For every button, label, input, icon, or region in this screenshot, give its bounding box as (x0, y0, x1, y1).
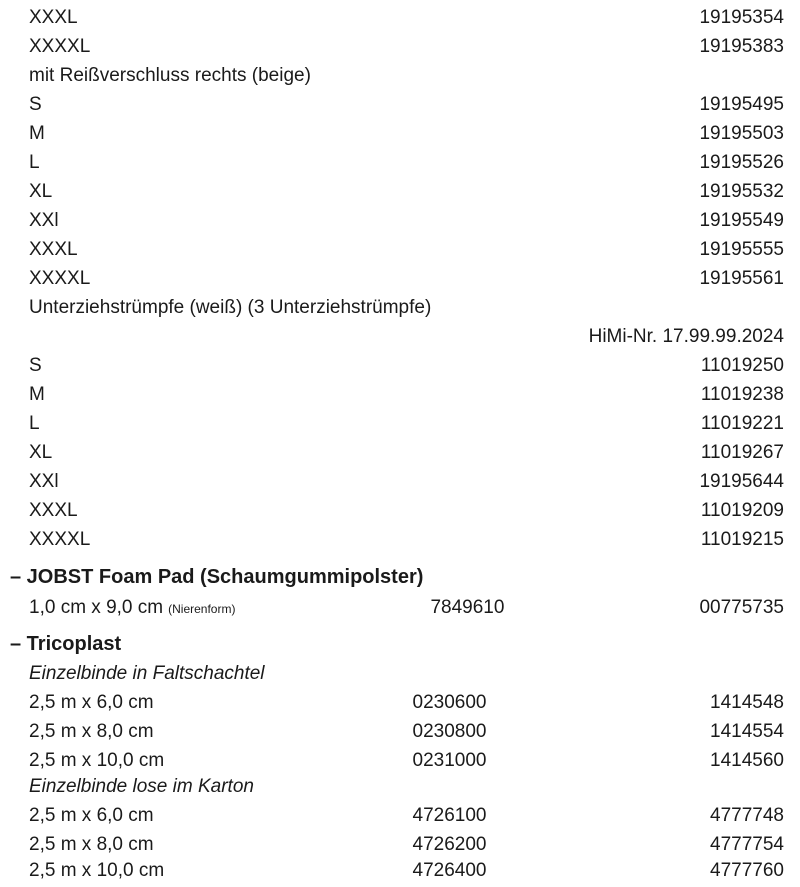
size-label: 1,0 cm x 9,0 cm (29, 597, 164, 618)
size-label: XXl (29, 210, 59, 231)
list-item (29, 857, 784, 885)
article-number: 11019238 (700, 384, 784, 405)
pzn-number: 00775735 (699, 597, 784, 618)
section-heading-foam-pad: – JOBST Foam Pad (Schaumgummipolster) (10, 566, 424, 588)
size-label: XL (29, 181, 53, 202)
size-label: XXXXL (29, 529, 91, 550)
article-code: 4726400 (412, 860, 487, 881)
pzn-number: 1414560 (710, 750, 784, 771)
pzn-number: 1414554 (710, 721, 784, 742)
list-item (29, 468, 784, 496)
article-number: 19195383 (699, 36, 784, 57)
size-label: 2,5 m x 10,0 cm (29, 860, 165, 881)
article-code: 0230600 (412, 692, 487, 713)
size-label: S (29, 355, 42, 376)
article-number: 19195549 (699, 210, 784, 231)
article-code: 0231000 (412, 750, 487, 771)
size-label: XXl (29, 471, 59, 492)
size-label: XXXL (29, 500, 78, 521)
size-label: S (29, 94, 42, 115)
size-label: XXXXL (29, 36, 91, 57)
article-code: 4726200 (412, 834, 487, 855)
list-item (29, 689, 784, 717)
list-item (29, 718, 784, 746)
size-label: M (29, 384, 45, 405)
pzn-number: 4777754 (710, 834, 784, 855)
article-number: 11019209 (700, 500, 784, 521)
size-label: XL (29, 442, 53, 463)
pzn-number: 1414548 (710, 692, 784, 713)
group-title: mit Reißverschluss rechts (beige) (29, 65, 311, 86)
article-number: 11019267 (700, 442, 784, 463)
list-item (29, 747, 784, 775)
size-label: 2,5 m x 6,0 cm (29, 692, 154, 713)
list-item (29, 207, 784, 235)
article-code: 0230800 (412, 721, 487, 742)
article-number: 19195354 (699, 7, 784, 28)
section-heading-tricoplast: – Tricoplast (10, 633, 122, 655)
himi-number: HiMi-Nr. 17.99.99.2024 (588, 326, 784, 347)
article-number: 19195555 (699, 239, 784, 260)
list-item (29, 497, 784, 525)
size-label: L (29, 152, 40, 173)
size-label: XXXL (29, 7, 78, 28)
size-label: XXXXL (29, 268, 91, 289)
list-item (29, 802, 784, 830)
size-label: 2,5 m x 6,0 cm (29, 805, 154, 826)
list-item (29, 831, 784, 859)
list-item (29, 4, 784, 32)
list-item (29, 149, 784, 177)
pzn-number: 4777760 (710, 860, 784, 881)
list-item (29, 594, 784, 622)
size-label: 2,5 m x 8,0 cm (29, 721, 154, 742)
himi-row (29, 323, 784, 351)
size-label: M (29, 123, 45, 144)
subsection-title: Einzelbinde in Faltschachtel (29, 663, 265, 684)
article-number: 19195561 (699, 268, 784, 289)
list-item (29, 381, 784, 409)
subsection-title: Einzelbinde lose im Karton (29, 776, 254, 797)
list-item (29, 265, 784, 293)
list-item (29, 352, 784, 380)
article-number: 11019221 (700, 413, 784, 434)
shape-note: (Nierenform) (168, 602, 236, 616)
size-label: XXXL (29, 239, 78, 260)
list-item (29, 236, 784, 264)
article-number: 19195495 (699, 94, 784, 115)
list-item (29, 410, 784, 438)
article-number: 11019250 (700, 355, 784, 376)
article-code: 4726100 (412, 805, 487, 826)
size-label: L (29, 413, 40, 434)
list-item (29, 91, 784, 119)
list-item (29, 33, 784, 61)
article-number: 11019215 (700, 529, 784, 550)
article-number: 19195532 (699, 181, 784, 202)
article-number: 19195503 (699, 123, 784, 144)
group-title: Unterziehstrümpfe (weiß) (3 Unterziehstrümpfe) (29, 297, 432, 318)
size-label: 2,5 m x 8,0 cm (29, 834, 154, 855)
size-label: 2,5 m x 10,0 cm (29, 750, 165, 771)
article-number: 19195526 (699, 152, 784, 173)
list-item (29, 120, 784, 148)
list-item (29, 526, 784, 554)
pzn-number: 4777748 (710, 805, 784, 826)
list-item (29, 178, 784, 206)
list-item (29, 439, 784, 467)
article-number: 19195644 (699, 471, 784, 492)
article-code: 7849610 (430, 597, 505, 618)
